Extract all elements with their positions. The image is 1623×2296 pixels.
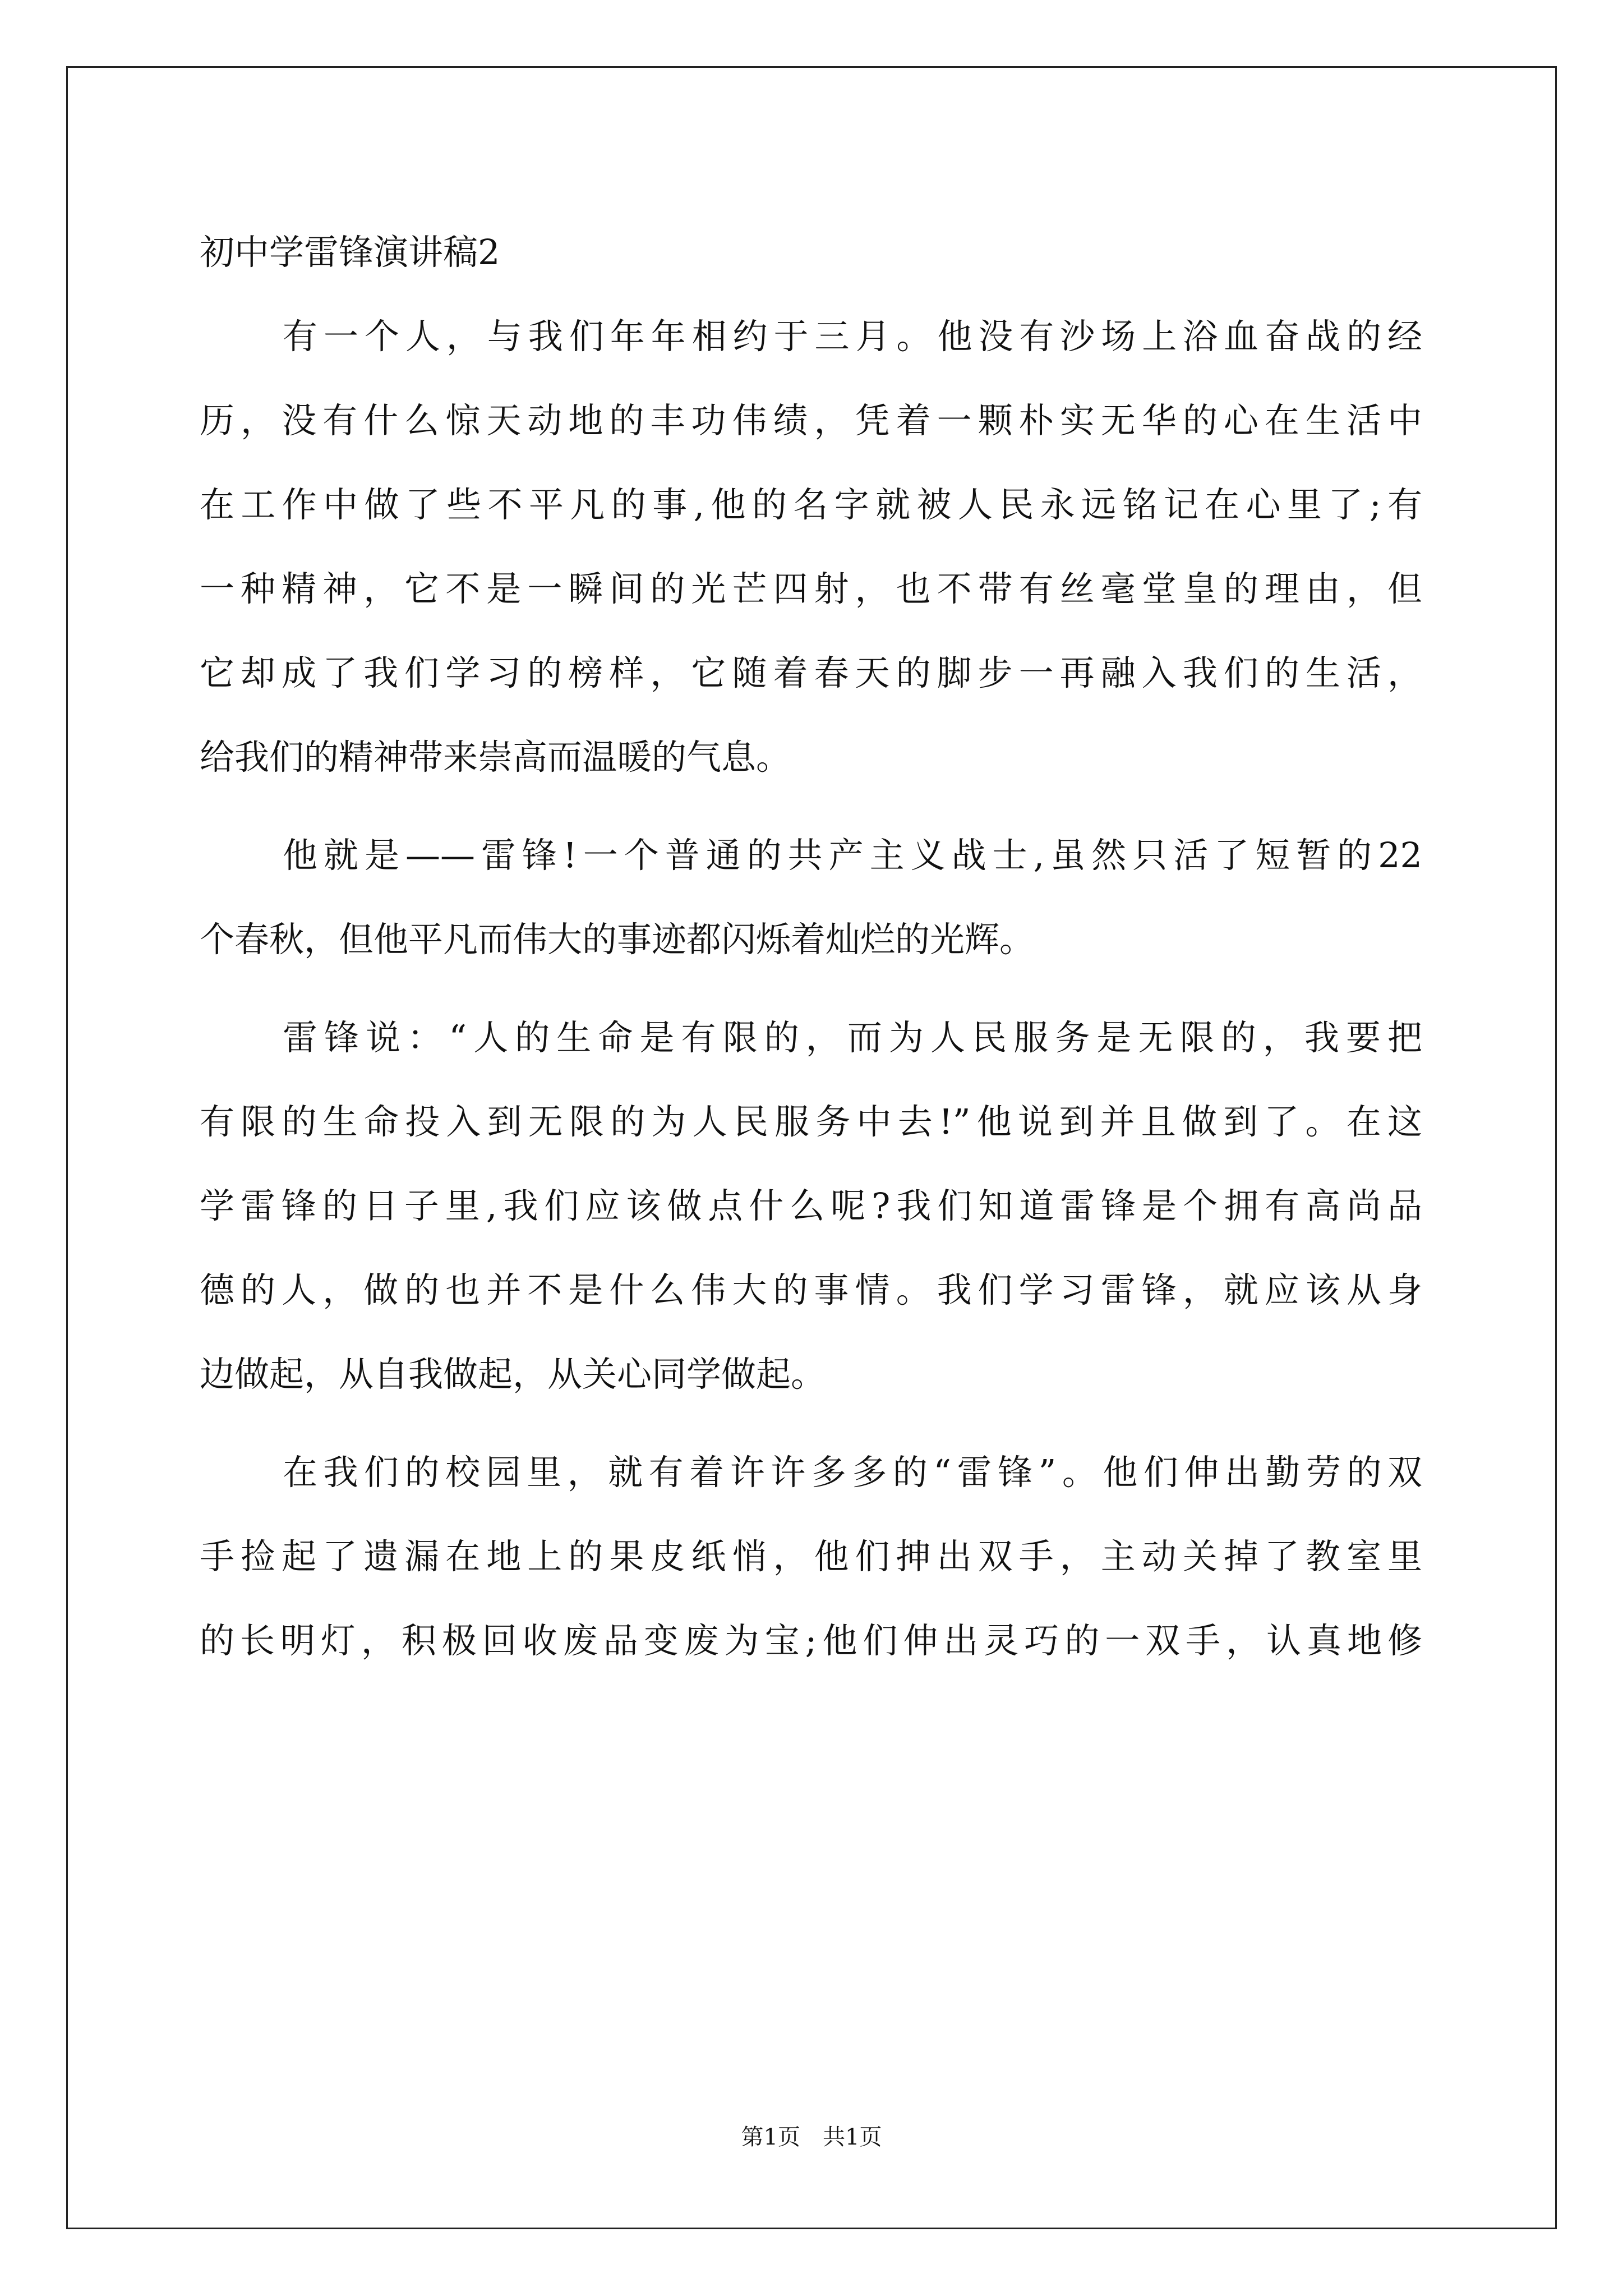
paragraph-4-line-2: 手捡起了遗漏在地上的果皮纸悄，他们抻出双手，主动关掉了教室里 — [200, 1536, 1422, 1577]
paragraph-3-line-3: 学雷锋的日子里,我们应该做点什么呢?我们知道雷锋是个拥有高尚品 — [200, 1185, 1422, 1226]
paragraph-3-line-4: 德的人，做的也并不是什么伟大的事情。我们学习雷锋，就应该从身 — [200, 1269, 1422, 1310]
paragraph-1-line-2: 历，没有什么惊天动地的丰功伟绩，凭着一颗朴实无华的心在生活中 — [200, 400, 1422, 441]
paragraph-4-line-1: 在我们的校园里，就有着许许多多的“雷锋”。他们伸出勤劳的双 — [283, 1452, 1422, 1493]
paragraph-1-line-4: 一种精神，它不是一瞬间的光芒四射，也不带有丝毫堂皇的理由，但 — [200, 568, 1422, 609]
paragraph-2-line-1: 他就是——雷锋!一个普通的共产主义战士,虽然只活了短暂的22 — [283, 835, 1422, 876]
page-footer: 第1页 共1页 — [741, 2124, 882, 2150]
paragraph-3-line-2: 有限的生命投入到无限的为人民服务中去!”他说到并且做到了。在这 — [200, 1101, 1422, 1142]
paragraph-1-line-6: 给我们的精神带来崇高而温暖的气息。 — [200, 737, 791, 777]
paragraph-1-line-5: 它却成了我们学习的榜样，它随着春天的脚步一再融入我们的生活， — [200, 652, 1422, 693]
paragraph-3-line-5: 边做起，从自我做起，从关心同学做起。 — [200, 1354, 826, 1395]
paragraph-1-line-1: 有一个人，与我们年年相约于三月。他没有沙场上浴血奋战的经 — [283, 316, 1422, 357]
paragraph-2-line-2: 个春秋，但他平凡而伟大的事迹都闪烁着灿烂的光辉。 — [200, 919, 1035, 960]
document-title: 初中学雷锋演讲稿2 — [200, 232, 500, 273]
paragraph-3-line-1: 雷锋说：“人的生命是有限的，而为人民服务是无限的，我要把 — [283, 1017, 1422, 1058]
paragraph-1-line-3: 在工作中做了些不平凡的事,他的名字就被人民永远铭记在心里了;有 — [200, 484, 1422, 525]
paragraph-4-line-3: 的长明灯，积极回收废品变废为宝;他们伸出灵巧的一双手，认真地修 — [200, 1620, 1422, 1661]
